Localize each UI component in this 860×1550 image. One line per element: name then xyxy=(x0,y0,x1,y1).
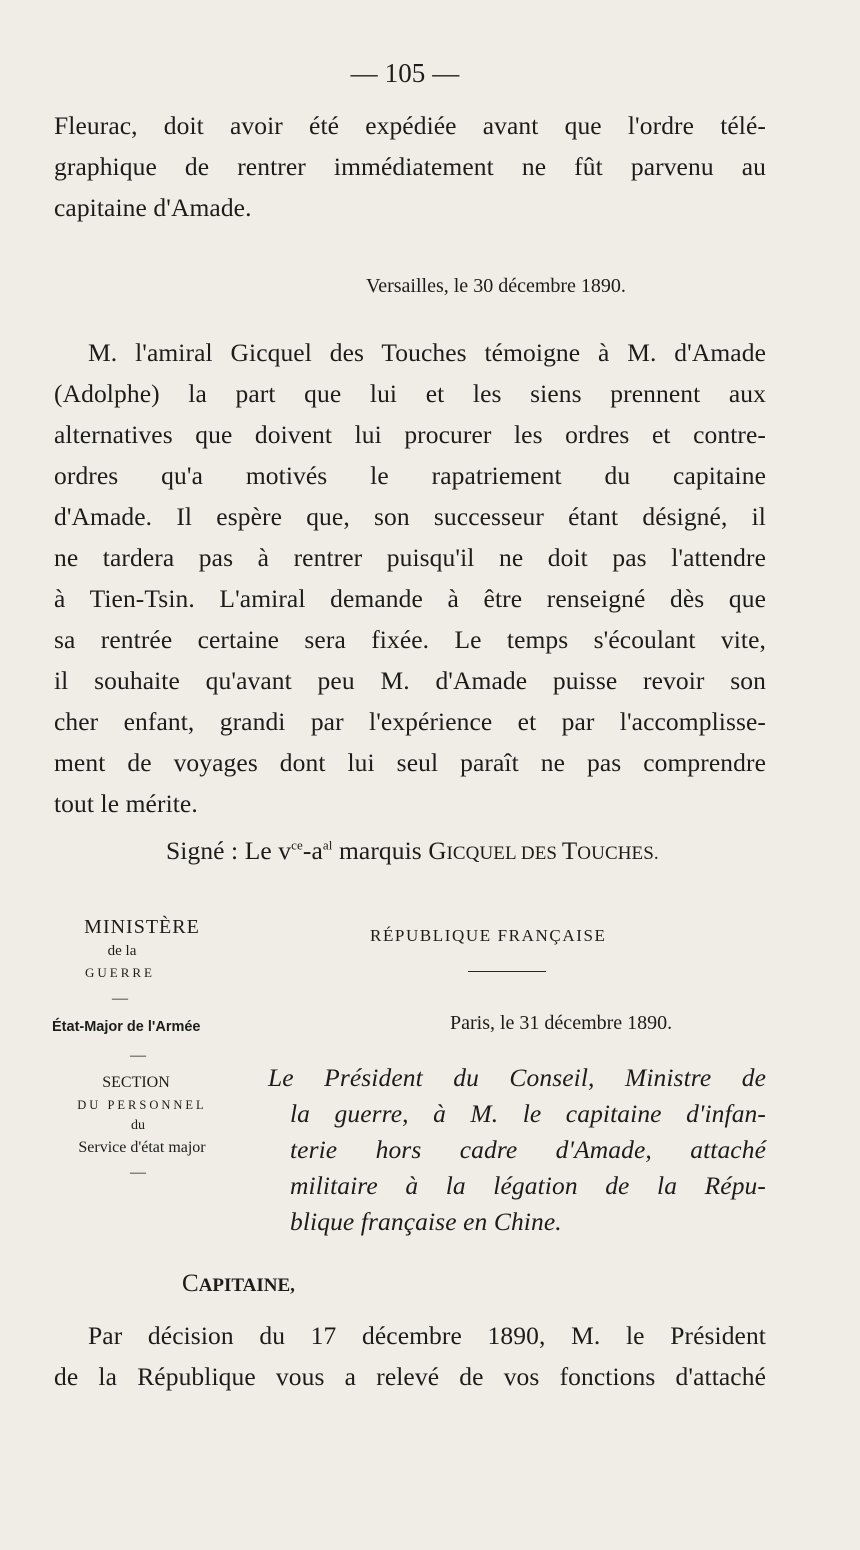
salutation-rest: APITAINE, xyxy=(198,1275,295,1296)
letter1-line: ne tardera pas à rentrer puisqu'il ne doit pas l'attendre xyxy=(54,543,766,572)
signature-cap-g: G xyxy=(428,838,447,865)
letter1-line: ment de voyages dont lui seul paraît ne pas comprendre xyxy=(54,748,766,777)
letter2-dateline: Paris, le 31 décembre 1890. xyxy=(450,1012,673,1034)
letter2-line: Par décision du 17 décembre 1890, M. le Président xyxy=(88,1321,766,1350)
section-label: SECTION xyxy=(102,1074,170,1091)
signature-mid: -a xyxy=(302,836,323,865)
letter1-line: tout le mérite. xyxy=(54,789,198,818)
page-number: — 105 — xyxy=(350,58,460,88)
letterhead-left xyxy=(44,914,240,1186)
dash-3: — xyxy=(130,1164,146,1181)
personnel-label: DU PERSONNEL xyxy=(77,1098,207,1112)
letter1-line: d'Amade. Il espère que, son successeur étant désigné, il xyxy=(54,502,766,531)
signature-lead: marquis xyxy=(332,836,429,865)
address-line: militaire à la légation de la Répu- xyxy=(290,1171,766,1200)
ministry-label: MINISTÈRE xyxy=(84,916,200,938)
letter2-line: de la République vous a relevé de vos fonctions d'attaché xyxy=(54,1362,766,1391)
signature-sup-1: ce xyxy=(291,837,303,853)
letter1-line: ordres qu'a motivés le rapatriement du capitaine xyxy=(54,461,766,490)
intro-line-2: graphique de rentrer immédiatement ne fût parvenu au xyxy=(54,152,766,181)
ministry-war: GUERRE xyxy=(85,965,155,980)
du-label: du xyxy=(131,1118,145,1133)
letter1-line: cher enfant, grandi par l'expérience et par l'accomplisse- xyxy=(54,707,766,736)
signature-prefix: Signé : Le v xyxy=(166,836,292,865)
signature-sup-2: al xyxy=(322,837,333,853)
dash-1: — xyxy=(112,990,128,1007)
service-label: Service d'état major xyxy=(78,1139,206,1156)
address-line: Le Président du Conseil, Ministre de xyxy=(268,1063,766,1092)
staff-label: État-Major de l'Armée xyxy=(52,1019,201,1035)
intro-line-1: Fleurac, doit avoir été expédiée avant que l'ordre télé- xyxy=(54,111,766,140)
letter1-line: (Adolphe) la part que lui et les siens prennent aux xyxy=(54,379,766,408)
dash-2: — xyxy=(130,1047,146,1064)
address-line: blique française en Chine. xyxy=(290,1207,562,1236)
address-line: terie hors cadre d'Amade, attaché xyxy=(290,1135,766,1164)
signature-rest-2: OUCHES. xyxy=(577,843,659,864)
intro-line-3: capitaine d'Amade. xyxy=(54,193,252,222)
address-line: la guerre, à M. le capitaine d'infan- xyxy=(290,1099,766,1128)
signature-cap-t: T xyxy=(561,838,578,865)
republic-label: RÉPUBLIQUE FRANÇAISE xyxy=(370,926,607,945)
letter1-line: sa rentrée certaine sera fixée. Le temps s'écoulant vite, xyxy=(54,625,766,654)
ministry-of: de la xyxy=(107,943,137,959)
letter1-dateline: Versailles, le 30 décembre 1890. xyxy=(366,275,626,297)
salutation-cap: C xyxy=(182,1270,199,1297)
republic-rule xyxy=(468,971,546,972)
signature-rest-1: ICQUEL DES xyxy=(446,843,562,864)
letter1-line: alternatives que doivent lui procurer les ordres et contre- xyxy=(54,420,766,449)
letter1-line: M. l'amiral Gicquel des Touches témoigne à M. d'Amade xyxy=(88,338,766,367)
letter1-signature xyxy=(166,836,659,866)
letter1-line: il souhaite qu'avant peu M. d'Amade puisse revoir son xyxy=(54,666,766,695)
letter1-line: à Tien-Tsin. L'amiral demande à être renseigné dès que xyxy=(54,584,766,613)
salutation xyxy=(182,1270,295,1298)
